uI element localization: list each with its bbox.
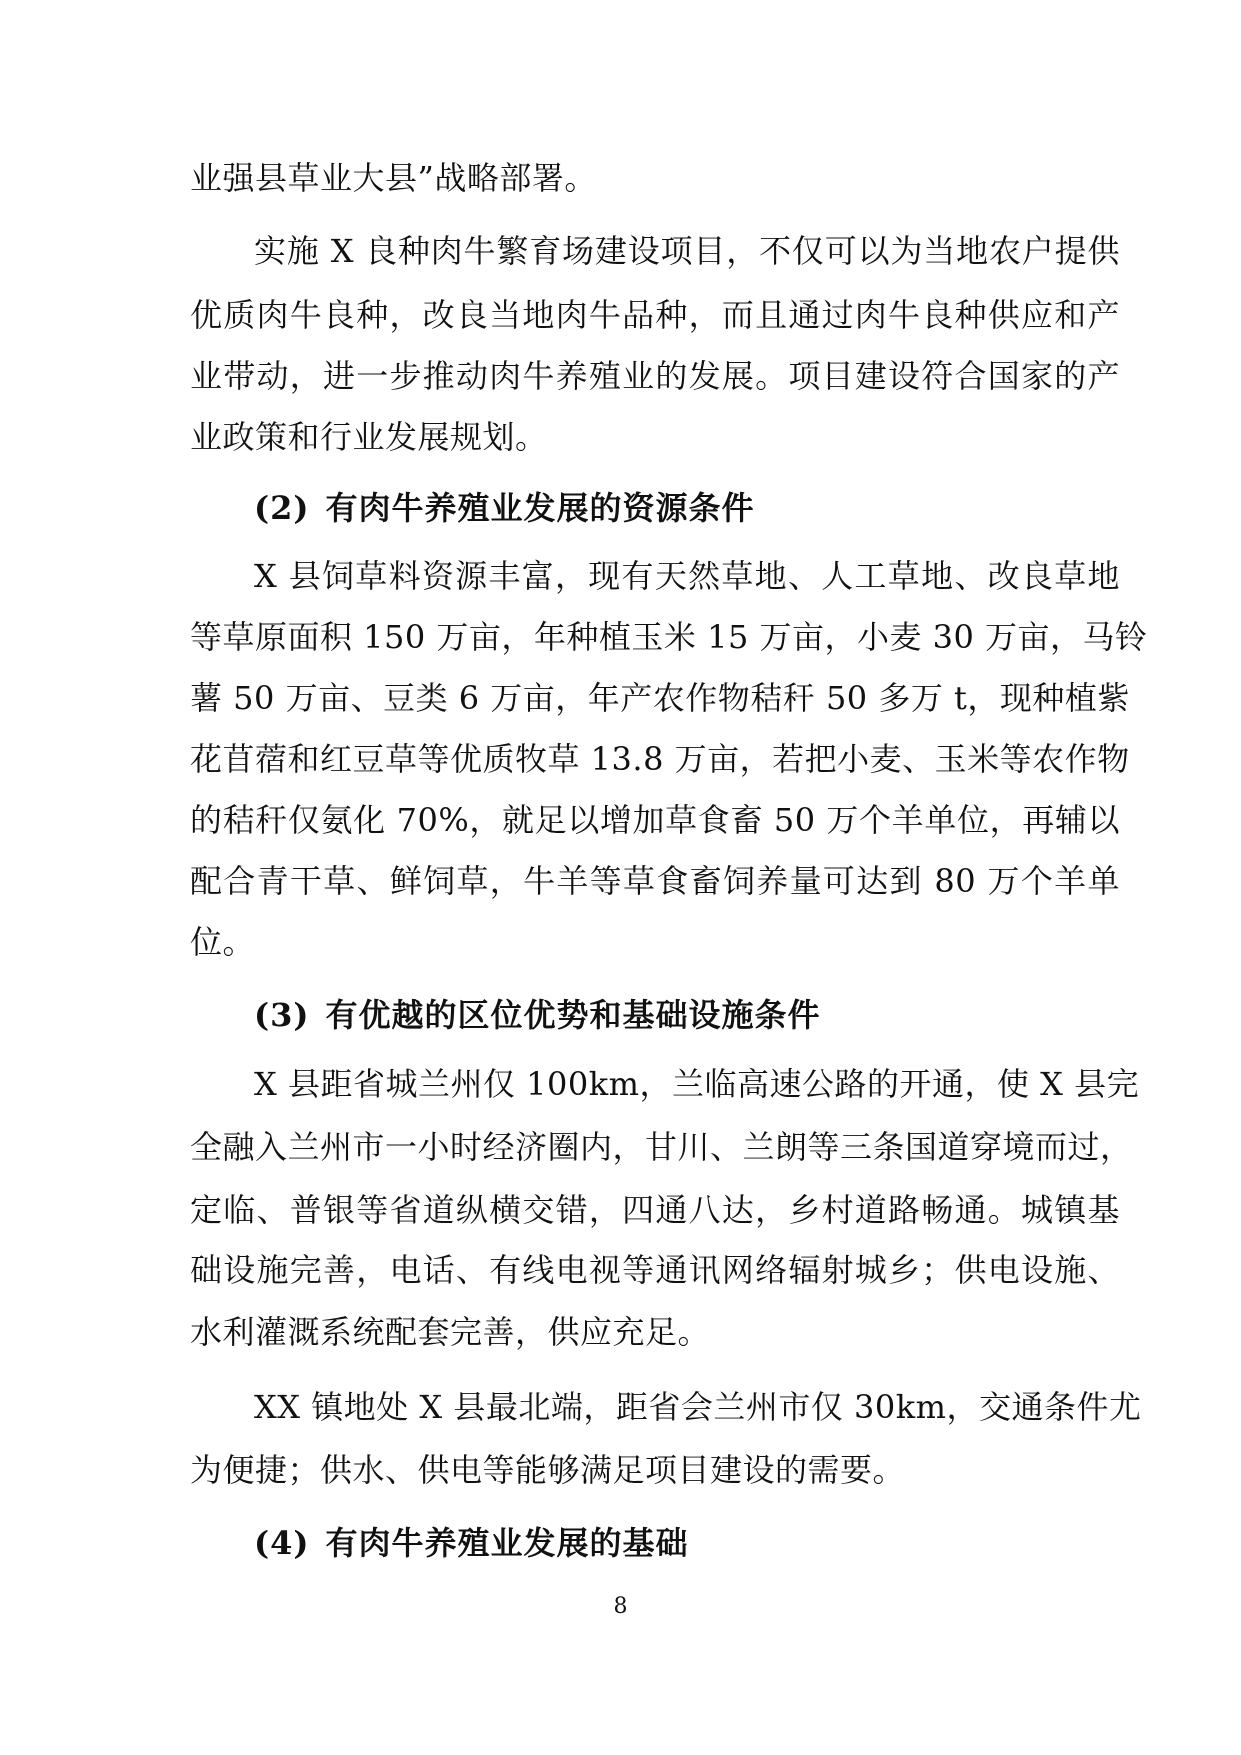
paragraph-line: 业政策和行业发展规划。 xyxy=(190,418,548,456)
paragraph-line: 业强县草业大县”战略部署。 xyxy=(190,159,597,197)
paragraph-line: 优质肉牛良种，改良当地肉牛品种，而且通过肉牛良种供应和产 xyxy=(190,296,1120,334)
paragraph-line: 薯 50 万亩、豆类 6 万亩，年产农作物秸秆 50 多万 t，现种植紫 xyxy=(190,679,1130,717)
paragraph-line: 花苜蓿和红豆草等优质牧草 13.8 万亩，若把小麦、玉米等农作物 xyxy=(190,740,1130,778)
section-heading xyxy=(254,983,821,1047)
paragraph-line: 的秸秆仅氨化 70%，就足以增加草食畜 50 万个羊单位，再辅以 xyxy=(190,801,1120,839)
section-number: (3) xyxy=(254,996,310,1034)
section-title: 有肉牛养殖业发展的基础 xyxy=(325,1524,689,1562)
section-number: (2) xyxy=(254,489,310,527)
paragraph-line: 业带动，进一步推动肉牛养殖业的发展。项目建设符合国家的产 xyxy=(190,357,1120,395)
paragraph-line: X 县饲草料资源丰富，现有天然草地、人工草地、改良草地 xyxy=(254,557,1120,595)
paragraph-line: 实施 X 良种肉牛繁育场建设项目，不仅可以为当地农户提供 xyxy=(254,232,1120,270)
paragraph-line: 水利灌溉系统配套完善，供应充足。 xyxy=(190,1313,711,1351)
paragraph-line: 础设施完善，电话、有线电视等通讯网络辐射城乡；供电设施、 xyxy=(190,1251,1120,1289)
section-number: (4) xyxy=(254,1524,310,1562)
paragraph-line: X 县距省城兰州仅 100km，兰临高速公路的开通，使 X 县完 xyxy=(254,1065,1140,1103)
section-heading xyxy=(254,476,755,540)
paragraph-line: 全融入兰州市一小时经济圈内，甘川、兰朗等三条国道穿境而过， xyxy=(190,1128,1133,1166)
paragraph-line: 为便捷；供水、供电等能够满足项目建设的需要。 xyxy=(190,1451,906,1489)
paragraph-line: XX 镇地处 X 县最北端，距省会兰州市仅 30km，交通条件尤 xyxy=(254,1388,1142,1426)
paragraph-line: 位。 xyxy=(190,923,256,961)
paragraph-line: 定临、普银等省道纵横交错，四通八达，乡村道路畅通。城镇基 xyxy=(190,1191,1120,1229)
section-title: 有优越的区位优势和基础设施条件 xyxy=(325,996,821,1034)
paragraph-line: 配合青干草、鲜饲草，牛羊等草食畜饲养量可达到 80 万个羊单 xyxy=(190,862,1120,900)
page-number: 8 xyxy=(613,1594,628,1619)
paragraph-line: 等草原面积 150 万亩，年种植玉米 15 万亩，小麦 30 万亩，马铃 xyxy=(190,618,1148,656)
section-heading xyxy=(254,1511,689,1575)
section-title: 有肉牛养殖业发展的资源条件 xyxy=(325,489,755,527)
